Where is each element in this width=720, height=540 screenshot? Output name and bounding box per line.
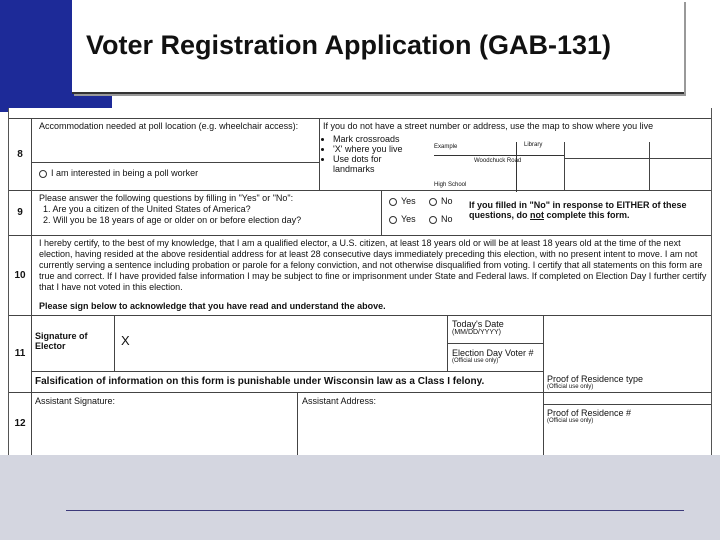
row-number: 8 — [9, 118, 32, 190]
official-use-note: (Official use only) — [547, 384, 594, 390]
bottom-divider — [66, 510, 684, 511]
form-row-8 — [9, 118, 711, 191]
voter-form-excerpt — [8, 108, 712, 455]
form-row-11 — [9, 315, 711, 393]
proof-of-residence-type-field[interactable] — [547, 374, 709, 390]
sign-instruction: Please sign below to acknowledge that you have read and understand the above. — [39, 301, 386, 311]
questions-intro: Please answer the following questions by filling in "Yes" or "No": — [39, 193, 294, 203]
no-label: No — [441, 196, 453, 206]
map-instructions: If you do not have a street number or address, use the map to show where you live — [323, 121, 654, 131]
assistant-signature-field[interactable] — [35, 396, 295, 451]
assistant-address-field[interactable] — [302, 396, 538, 451]
title-box — [72, 0, 684, 94]
row-number: 12 — [9, 392, 32, 455]
election-day-voter-label: Election Day Voter # — [452, 348, 534, 358]
yes-label: Yes — [401, 214, 416, 224]
row-number: 9 — [9, 190, 32, 235]
date-format-hint: (MM/DD/YYYY) — [452, 329, 501, 336]
row-number: 10 — [9, 235, 32, 315]
bullet-item: • Mark crossroads — [333, 134, 423, 144]
map-label-library: Library — [524, 142, 543, 148]
form-row-12 — [9, 392, 711, 455]
radio-icon — [389, 198, 397, 206]
accommodation-label: Accommodation needed at poll location (e.g. wheelchair access): — [39, 121, 299, 131]
no-label: No — [441, 214, 453, 224]
form-row-10 — [9, 235, 711, 316]
map-label-example: Example — [434, 144, 458, 150]
radio-icon — [39, 170, 47, 178]
poll-worker-label: I am interested in being a poll worker — [51, 168, 199, 178]
age-no-radio[interactable] — [429, 214, 453, 224]
proof-number-label: Proof of Residence # — [547, 408, 632, 418]
todays-date-label: Today's Date — [452, 319, 504, 329]
map-bullets — [323, 134, 423, 174]
age-yes-radio[interactable] — [389, 214, 416, 224]
question-citizen: 1. Are you a citizen of the United States of America? — [43, 204, 251, 214]
radio-icon — [389, 216, 397, 224]
row-number: 11 — [9, 315, 32, 392]
bullet-item: • Use dots for landmarks — [333, 154, 423, 174]
signature-label: Signature of Elector — [35, 331, 88, 351]
assistant-address-label: Assistant Address: — [302, 396, 377, 406]
form-row-9 — [9, 190, 711, 236]
map-label-school: High School — [434, 182, 467, 188]
map-label-road: Woodchuck Road — [474, 158, 522, 164]
yes-label: Yes — [401, 196, 416, 206]
slide-title: Voter Registration Application (GAB-131) — [86, 30, 612, 60]
proof-type-label: Proof of Residence type — [547, 374, 644, 384]
election-day-voter-field[interactable] — [452, 348, 548, 364]
proof-of-residence-number-field[interactable] — [547, 408, 709, 424]
assistant-signature-label: Assistant Signature: — [35, 396, 116, 406]
certification-text: I hereby certify, to the best of my knowledge, that I am a qualified elector, a U.S. citizen, at least 18 years old or will be at least 18 years old at the time of the next election, having resided at the above residential address for at least 28 consecutive days immediately preceding this election, with no present intent to move. I am not currently serving a sentence including probation or parole for a felony conviction, and not otherwise disqualified from voting. I certify that all statements on this form are true and correct. If I have provided false information I may be subject to fine or imprisonment under State and Federal laws. If completed on Election Day I further certify that I have not voted in this election. — [39, 238, 707, 292]
signature-field[interactable]: X — [121, 333, 130, 348]
official-use-note: (Official use only) — [547, 418, 594, 424]
poll-worker-option[interactable] — [39, 168, 311, 178]
question-age: 2. Will you be 18 years of age or older on or before election day? — [43, 215, 302, 225]
citizen-yes-radio[interactable] — [389, 196, 416, 206]
radio-icon — [429, 216, 437, 224]
no-answer-note: If you filled in "No" in response to EITHER of these questions, do not complete this form. — [469, 200, 687, 220]
citizen-no-radio[interactable] — [429, 196, 453, 206]
bottom-band — [0, 455, 720, 540]
radio-icon — [429, 198, 437, 206]
official-use-note: (Official use only) — [452, 358, 499, 364]
bullet-item: • 'X' where you live — [333, 144, 423, 154]
falsification-warning: Falsification of information on this form is punishable under Wisconsin law as a Class I felony. — [35, 376, 485, 387]
location-map — [434, 142, 569, 192]
todays-date-field[interactable] — [452, 319, 548, 336]
